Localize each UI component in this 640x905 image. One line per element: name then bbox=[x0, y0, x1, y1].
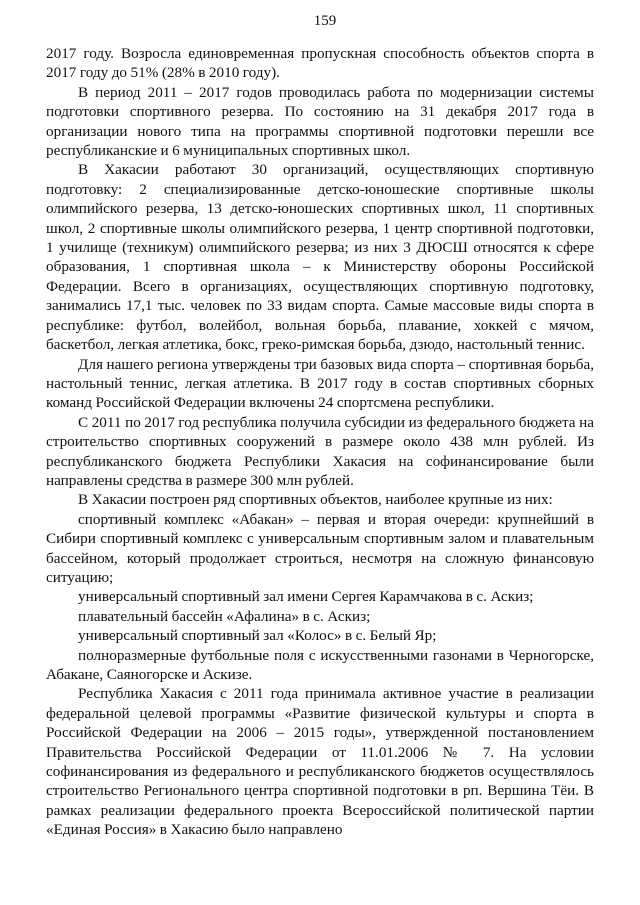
paragraph-6: В Хакасии построен ряд спортивных объектов, наиболее крупные из них: bbox=[78, 491, 553, 509]
list-item: плавательный бассейн «Афалина» в с. Аскиз; bbox=[78, 607, 371, 625]
paragraph-3: В Хакасии работают 30 организаций, осуществляющих спортивную подготовку: 2 специализированные детско-юношеские спортивные школы олимпийского резерва, 13 детско-юношеских спортивных школ, 11 спортивных школ, 2 спортивные школы олимпийского резерва, 1 центр спортивной подготовки, 1 училище (техникум) олимпийского резерва; из них 3 ДЮСШ относятся к сфере образования, 1 спортивная школа – к Министерству обороны Российской Федерации. Всего в организациях, осуществляющих спортивную подготовку, занимались 17,1 тыс. человек по 33 видам спорта. Самые массовые виды спорта в республике: футбол, волейбол, вольная борьба, плавание, хоккей с мячом, баскетбол, легкая атлетика, бокс, греко-римская борьба, дзюдо, настольный теннис. bbox=[46, 161, 594, 354]
page-number: 159 bbox=[313, 13, 337, 29]
paragraph-closing: Республика Хакасия с 2011 года принимала активное участие в реализации федеральной целевой программы «Развитие физической культуры и спорта в Российской Федерации на 2006 – 2015 годы», утвержденной постановлением Правительства Российской Федерации от 11.01.2006 № 7. На условии софинансирования из федерального и республиканского бюджетов осуществлялось строительство Регионального центра спортивной подготовки в рп. Вершина Тёи. В рамках реализации федерального проекта Всероссийской политической партии «Единая Россия» в Хакасию было направлено bbox=[46, 685, 594, 839]
paragraph-4: Для нашего региона утверждены три базовых вида спорта – спортивная борьба, настольный теннис, легкая атлетика. В 2017 году в состав спортивных сборных команд Российской Федерации включены 24 спортсмена республики. bbox=[46, 355, 594, 412]
paragraph-1: 2017 году. Возросла единовременная пропускная способность объектов спорта в 2017 году до 51% (28% в 2010 году). bbox=[46, 45, 594, 82]
document-page bbox=[46, 12, 594, 840]
paragraph-5: С 2011 по 2017 год республика получила субсидии из федерального бюджета на строительство спортивных сооружений в размере около 438 млн рублей. Из республиканского бюджета Республики Хакасия на софинансирование были направлены средства в размере 300 млн рублей. bbox=[46, 413, 594, 489]
list-item: полноразмерные футбольные поля с искусственными газонами в Черногорске, Абакане, Саяногорске и Аскизе. bbox=[46, 646, 594, 683]
list-item: универсальный спортивный зал «Колос» в с. Белый Яр; bbox=[78, 627, 437, 645]
list-item: спортивный комплекс «Абакан» – первая и вторая очереди: крупнейший в Сибири спортивный комплекс с универсальным спортивным залом и плавательным бассейном, который продолжает строиться, несмотря на сложную финансовую ситуацию; bbox=[46, 510, 594, 586]
paragraph-2: В период 2011 – 2017 годов проводилась работа по модернизации системы подготовки спортивного резерва. По состоянию на 31 декабря 2017 года в организации нового типа на программы спортивной подготовки перешли все республиканские и 6 муниципальных спортивных школ. bbox=[46, 83, 594, 160]
list-item: универсальный спортивный зал имени Сергея Карамчакова в с. Аскиз; bbox=[78, 588, 534, 606]
sports-facilities-list bbox=[46, 510, 594, 685]
